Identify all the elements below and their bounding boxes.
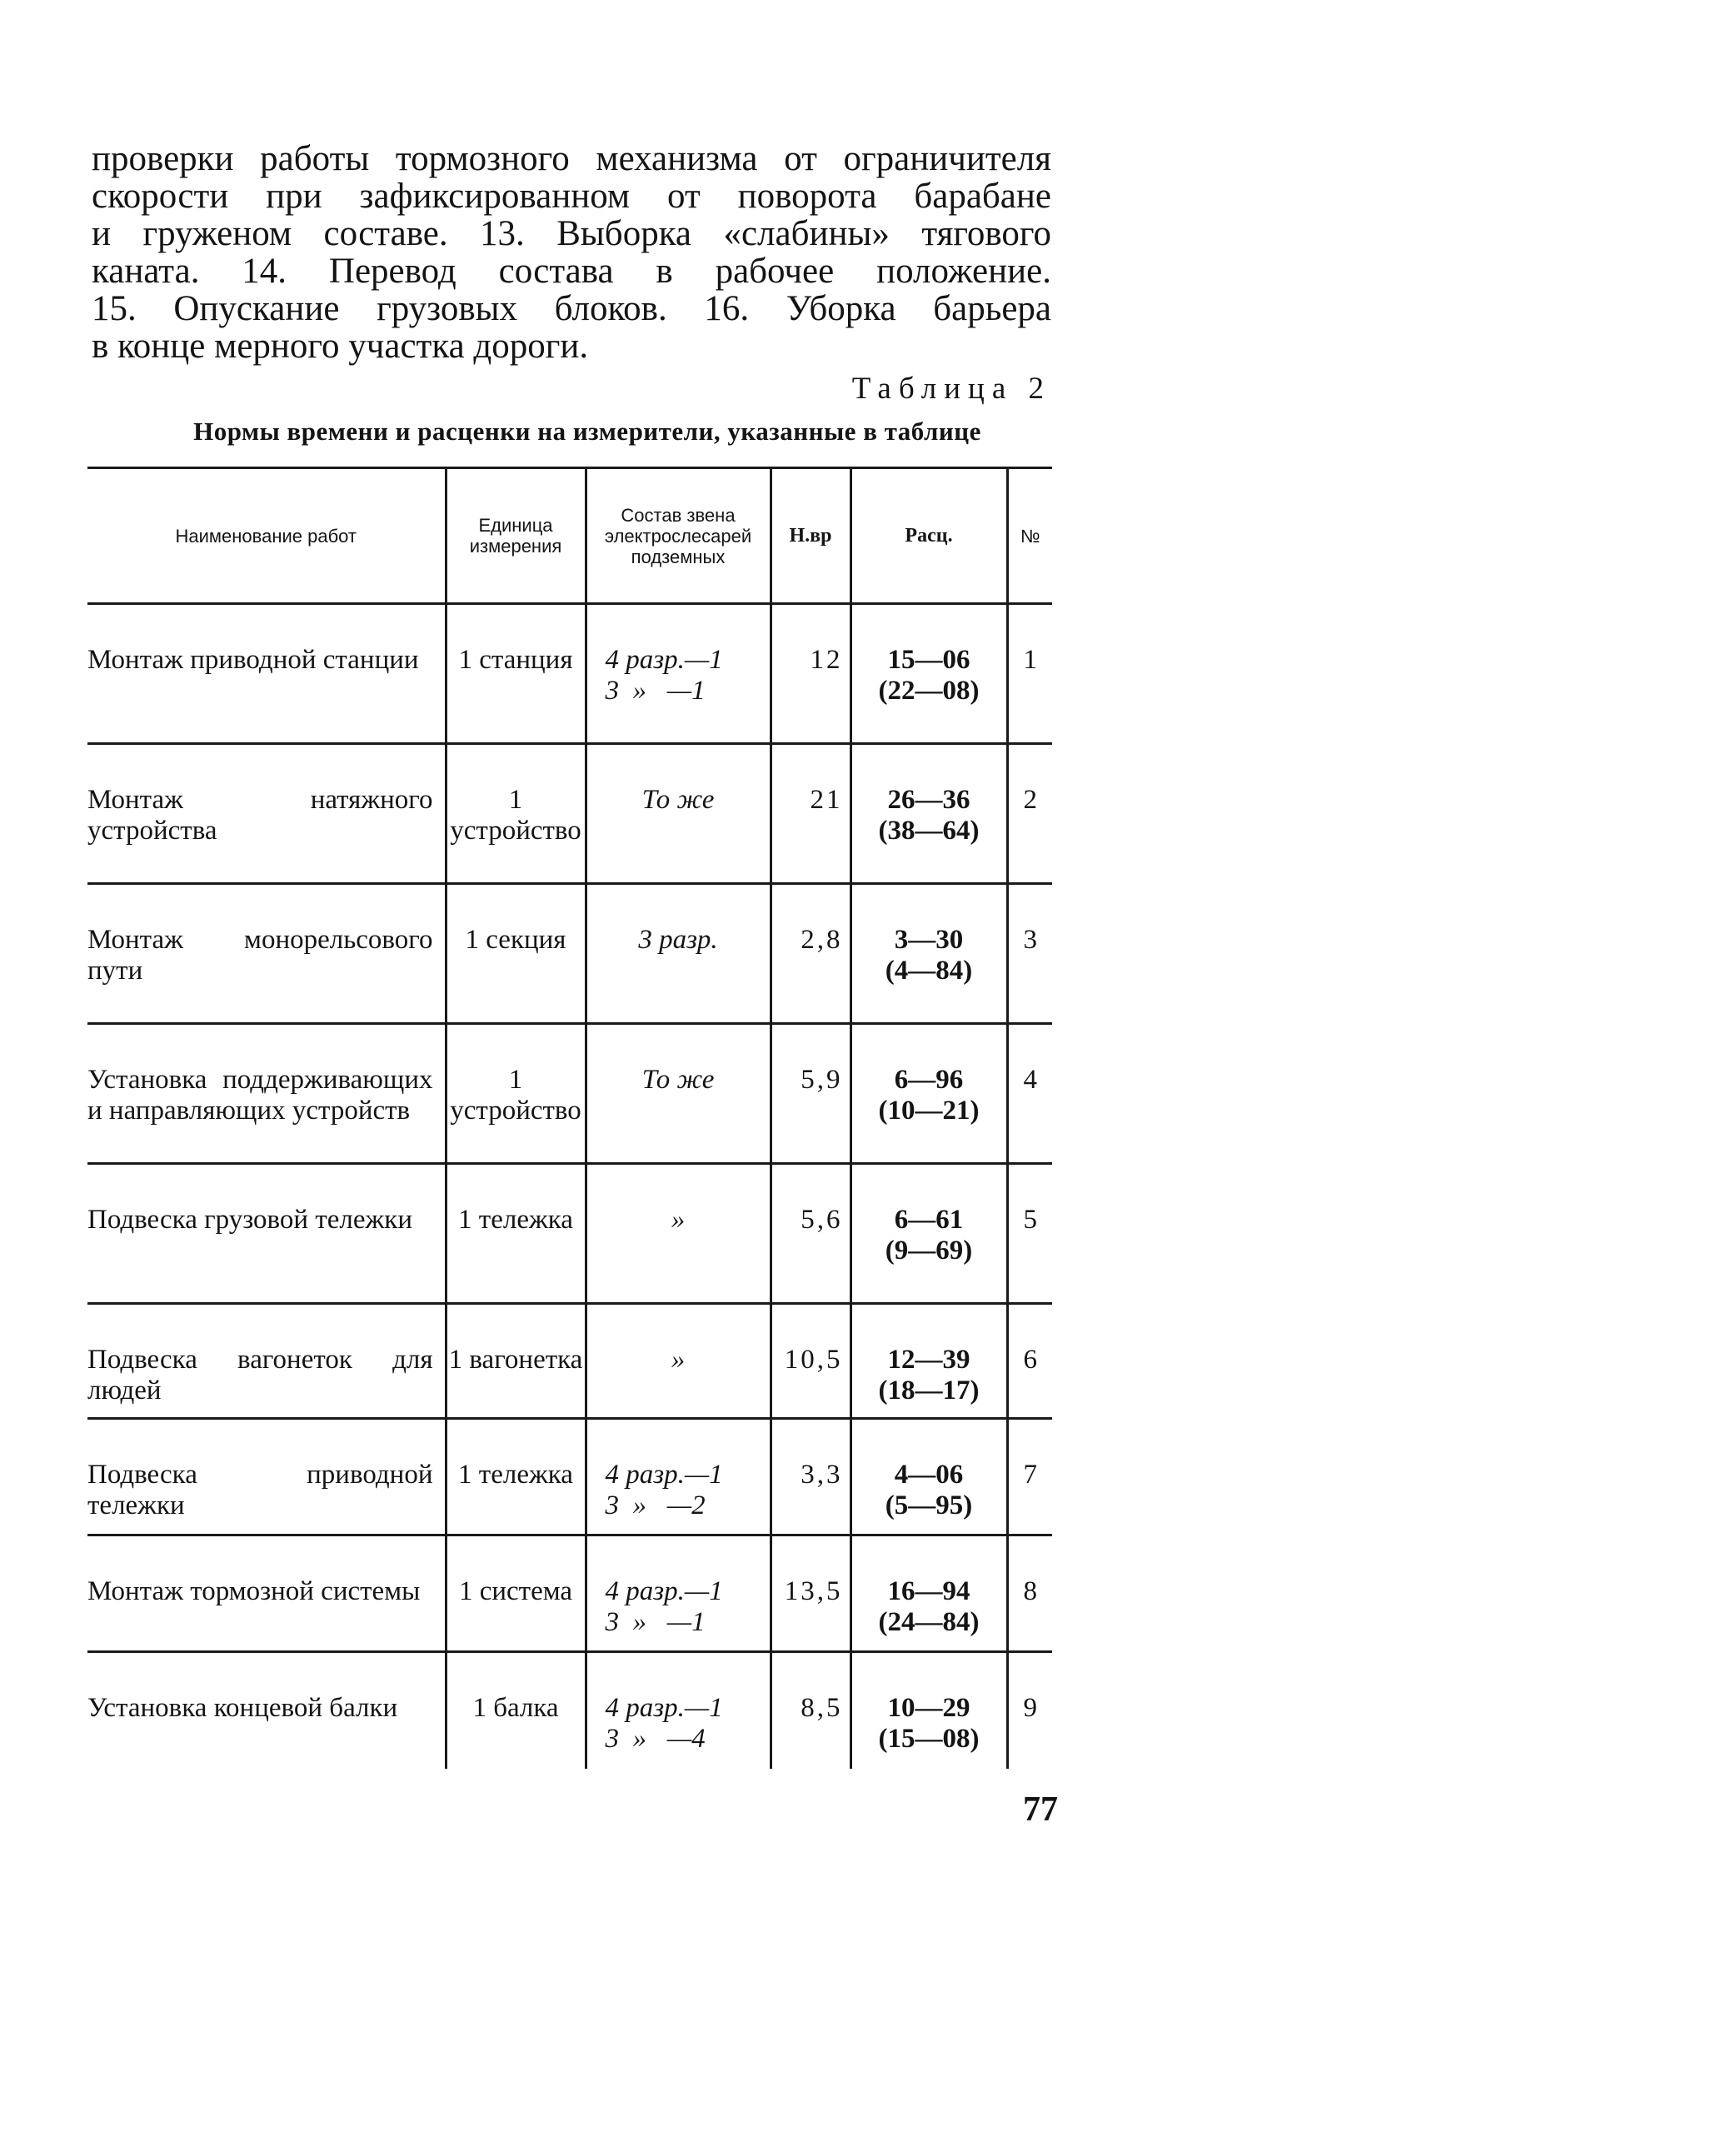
rasc-value: 12—39 [887,1345,970,1375]
cell-num [1007,744,1052,884]
sostav-line-1: То же [641,785,715,815]
cell-nvr [771,1164,851,1304]
unit: 1 станция [458,645,573,675]
sostav-line-1: 4 разр.—1 [605,1460,723,1490]
intro-paragraph [92,140,1051,365]
rasc-value-alt: (38—64) [878,816,980,846]
cell-rasc [851,1164,1007,1304]
cell-sostav [586,1024,771,1164]
cell-num [1007,1652,1052,1769]
rasc-value: 10—29 [887,1693,970,1723]
table-number: Таблица 2 [851,372,1051,406]
cell-work-name [87,1419,446,1535]
paragraph-line: и груженом составе. 13. Выборка «слабины» тягового [92,214,1051,253]
cell-sostav [586,744,771,884]
cell-rasc [851,1304,1007,1419]
cell-rasc [851,1652,1007,1769]
nvr-value: 8,5 [801,1693,843,1723]
table-body [87,604,1052,1769]
unit: 1 тележка [458,1460,573,1490]
paragraph-line: в конце мерного участка дороги. [92,327,589,366]
cell-work-name [87,1304,446,1419]
nvr-value: 21 [810,785,843,815]
table-row [87,744,1052,884]
unit: 1 устройство [450,1065,581,1126]
rasc-value: 6—96 [894,1065,964,1095]
cell-work-name [87,744,446,884]
work-name: Монтаж монорельсового пути [87,925,433,986]
cell-unit [446,744,586,884]
cell-unit [446,1164,586,1304]
unit: 1 вагонетка [448,1345,583,1375]
sostav-line-2: 3 » —1 [605,1607,706,1637]
cell-sostav [586,604,771,744]
unit: 1 тележка [458,1205,573,1235]
work-name: Монтаж натяжного устройства [87,785,433,846]
cell-work-name [87,1024,446,1164]
rasc-value-alt: (18—17) [878,1376,980,1406]
sostav-line-2: 3 » —1 [605,676,706,706]
work-name: Установка поддерживающих и направляющих устройств [87,1065,433,1126]
sostav-line-1: То же [641,1065,715,1095]
rasc-value-alt: (5—95) [885,1490,973,1520]
table-row [87,1164,1052,1304]
row-number: 3 [1023,925,1037,955]
row-number: 1 [1023,645,1037,675]
sostav-line-1: 3 разр. [638,925,718,955]
unit: 1 система [458,1576,573,1606]
sostav-line-1: » [671,1205,686,1235]
work-name: Установка концевой балки [87,1693,398,1723]
sostav-line-1: 4 разр.—1 [605,645,723,675]
cell-work-name [87,1535,446,1652]
cell-work-name [87,604,446,744]
cell-num [1007,884,1052,1024]
cell-unit [446,1535,586,1652]
cell-unit [446,604,586,744]
sostav-line-1: 4 разр.—1 [605,1693,723,1723]
sostav-line-2: 3 » —4 [605,1724,706,1754]
rasc-value: 6—61 [894,1205,964,1235]
norms-table [87,467,1052,1769]
cell-nvr [771,1024,851,1164]
rasc-value-alt: (9—69) [885,1236,973,1266]
row-number: 6 [1023,1345,1037,1375]
rasc-value: 15—06 [887,645,970,675]
page-number: 77 [1023,1790,1058,1829]
table-row [87,1419,1052,1535]
cell-work-name [87,884,446,1024]
table-row [87,884,1052,1024]
rasc-value-alt: (4—84) [885,956,973,986]
cell-unit [446,1652,586,1769]
nvr-value: 5,6 [801,1205,843,1235]
cell-rasc [851,884,1007,1024]
table-header-row [87,468,1052,604]
nvr-value: 3,3 [801,1460,843,1490]
work-name: Монтаж приводной станции [87,645,419,675]
work-name: Подвеска вагонеток для людей [87,1345,433,1406]
table-caption: Нормы времени и расценки на измерители, указанные в таблице [193,417,981,446]
table-row [87,1652,1052,1769]
cell-sostav [586,884,771,1024]
unit: 1 устройство [450,785,581,846]
paragraph-line: 15. Опускание грузовых блоков. 16. Уборка барьера [92,289,1051,328]
cell-rasc [851,1419,1007,1535]
cell-sostav [586,1164,771,1304]
cell-sostav [586,1652,771,1769]
header-sostav: Состав звена электрослесарей подземных [586,468,771,604]
cell-num [1007,1419,1052,1535]
rasc-value-alt: (10—21) [878,1096,980,1126]
cell-work-name [87,1164,446,1304]
sostav-line-2: 3 » —2 [605,1490,706,1520]
paragraph-line: проверки работы тормозного механизма от ограничителя [92,139,1051,178]
cell-unit [446,884,586,1024]
sostav-line-1: 4 разр.—1 [605,1576,723,1606]
cell-rasc [851,744,1007,884]
work-name: Монтаж тормозной системы [87,1576,421,1606]
rasc-value: 16—94 [887,1576,970,1606]
nvr-value: 10,5 [784,1345,843,1375]
cell-rasc [851,1535,1007,1652]
rasc-value-alt: (24—84) [878,1607,980,1637]
cell-num [1007,604,1052,744]
cell-nvr [771,744,851,884]
cell-unit [446,1024,586,1164]
cell-work-name [87,1652,446,1769]
row-number: 8 [1023,1576,1037,1606]
header-num: № [1007,468,1052,604]
unit: 1 балка [472,1693,559,1723]
table-row [87,1024,1052,1164]
row-number: 5 [1023,1205,1037,1235]
cell-sostav [586,1535,771,1652]
cell-nvr [771,1535,851,1652]
rasc-value-alt: (22—08) [878,676,980,706]
cell-sostav [586,1304,771,1419]
rasc-value: 3—30 [894,925,964,955]
row-number: 9 [1023,1693,1037,1723]
work-name: Подвеска приводной тележки [87,1460,433,1520]
table-row [87,604,1052,744]
cell-nvr [771,1419,851,1535]
cell-unit [446,1419,586,1535]
cell-nvr [771,1304,851,1419]
sostav-line-1: » [671,1345,686,1375]
cell-sostav [586,1419,771,1535]
nvr-value: 13,5 [784,1576,843,1606]
row-number: 4 [1023,1065,1037,1095]
cell-num [1007,1164,1052,1304]
table-row [87,1304,1052,1419]
cell-num [1007,1304,1052,1419]
cell-rasc [851,604,1007,744]
row-number: 2 [1023,785,1037,815]
nvr-value: 12 [810,645,843,675]
paragraph-line: каната. 14. Перевод состава в рабочее положение. [92,252,1051,291]
cell-num [1007,1024,1052,1164]
header-unit: Единица измерения [446,468,586,604]
cell-nvr [771,604,851,744]
nvr-value: 5,9 [801,1065,843,1095]
rasc-value: 4—06 [894,1460,964,1490]
nvr-value: 2,8 [801,925,843,955]
paragraph-line: скорости при зафиксированном от поворота барабане [92,177,1051,216]
row-number: 7 [1023,1460,1037,1490]
table-row [87,1535,1052,1652]
cell-unit [446,1304,586,1419]
rasc-value: 26—36 [887,785,970,815]
header-name: Наименование работ [87,468,446,604]
cell-nvr [771,884,851,1024]
cell-nvr [771,1652,851,1769]
work-name: Подвеска грузовой тележки [87,1205,412,1235]
header-rasc: Расц. [851,468,1007,604]
header-nvr: Н.вр [771,468,851,604]
rasc-value-alt: (15—08) [878,1724,980,1754]
cell-num [1007,1535,1052,1652]
unit: 1 секция [465,925,566,955]
cell-rasc [851,1024,1007,1164]
